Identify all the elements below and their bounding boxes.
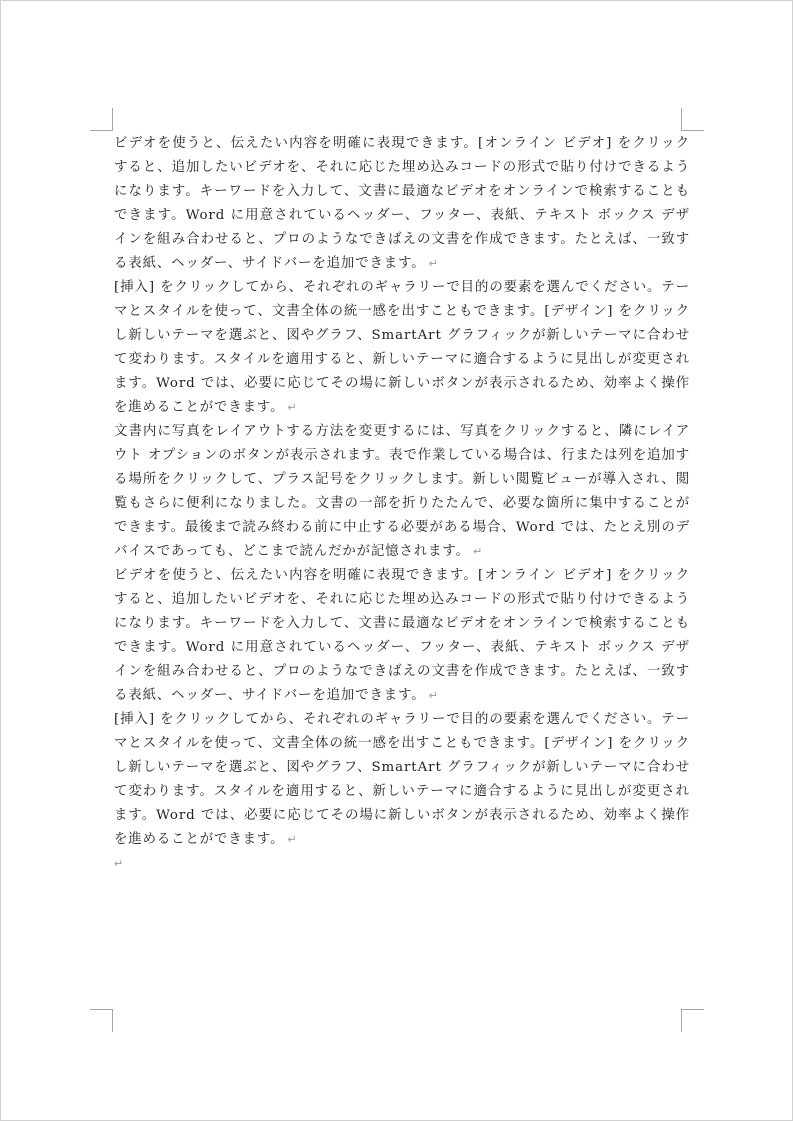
paragraph-mark-icon: ↵	[287, 833, 298, 846]
paragraph: [挿入] をクリックしてから、それぞれのギャラリーで目的の要素を選んでください。テーマとスタイルを使って、文書全体の統一感を出すこともできます。[デザイン] をクリックし新しいテーマを選ぶと、図やグラフ、SmartArt グラフィックが新しいテーマに合わせて変わります。スタイルを適用すると、新しいテーマに適合するように見出しが変更されます。Word では、必要に応じてその場に新しいボタンが表示されるため、効率よく操作を進めることができます。 ↵	[114, 280, 690, 415]
margin-corner-top-right	[681, 108, 704, 131]
paragraph-mark-icon: ↵	[428, 257, 439, 270]
paragraph-mark-icon: ↵	[114, 857, 125, 870]
paragraph-mark-icon: ↵	[472, 545, 484, 558]
margin-corner-bottom-right	[681, 1009, 704, 1032]
paragraph: ビデオを使うと、伝えたい内容を明確に表現できます。[オンライン ビデオ] をクリックすると、追加したいビデオを、それに応じた埋め込みコードの形式で貼り付けできるようになります。キーワードを入力して、文書に最適なビデオをオンラインで検索することもできます。Word に用意されているヘッダー、フッター、表紙、テキスト ボックス デザインを組み合わせると、プロのようなできばえの文書を作成できます。たとえば、一致する表紙、ヘッダー、サイドバーを追加できます。 ↵	[114, 568, 690, 703]
paragraph-mark-icon: ↵	[287, 401, 298, 414]
paragraph: ビデオを使うと、伝えたい内容を明確に表現できます。[オンライン ビデオ] をクリックすると、追加したいビデオを、それに応じた埋め込みコードの形式で貼り付けできるようになります。キーワードを入力して、文書に最適なビデオをオンラインで検索することもできます。Word に用意されているヘッダー、フッター、表紙、テキスト ボックス デザインを組み合わせると、プロのようなできばえの文書を作成できます。たとえば、一致する表紙、ヘッダー、サイドバーを追加できます。 ↵	[114, 136, 690, 271]
paragraph-mark-icon: ↵	[428, 689, 439, 702]
paragraph: [挿入] をクリックしてから、それぞれのギャラリーで目的の要素を選んでください。テーマとスタイルを使って、文書全体の統一感を出すこともできます。[デザイン] をクリックし新しいテーマを選ぶと、図やグラフ、SmartArt グラフィックが新しいテーマに合わせて変わります。スタイルを適用すると、新しいテーマに適合するように見出しが変更されます。Word では、必要に応じてその場に新しいボタンが表示されるため、効率よく操作を進めることができます。 ↵	[114, 712, 690, 847]
empty-paragraph	[114, 852, 690, 876]
margin-corner-bottom-left	[90, 1009, 113, 1032]
margin-corner-top-left	[90, 108, 113, 131]
paragraph: 文書内に写真をレイアウトする方法を変更するには、写真をクリックすると、隣にレイアウト オプションのボタンが表示されます。表で作業している場合は、行または列を追加する場所をクリックして、プラス記号をクリックします。新しい閲覧ビューが導入され、閲覧もさらに便利になりました。文書の一部を折りたたんで、必要な箇所に集中することができます。最後まで読み終わる前に中止する必要がある場合、Word では、たとえ別のデバイスであっても、どこまで読んだかが記憶されます。 ↵	[114, 424, 690, 559]
document-body[interactable]	[114, 132, 690, 876]
